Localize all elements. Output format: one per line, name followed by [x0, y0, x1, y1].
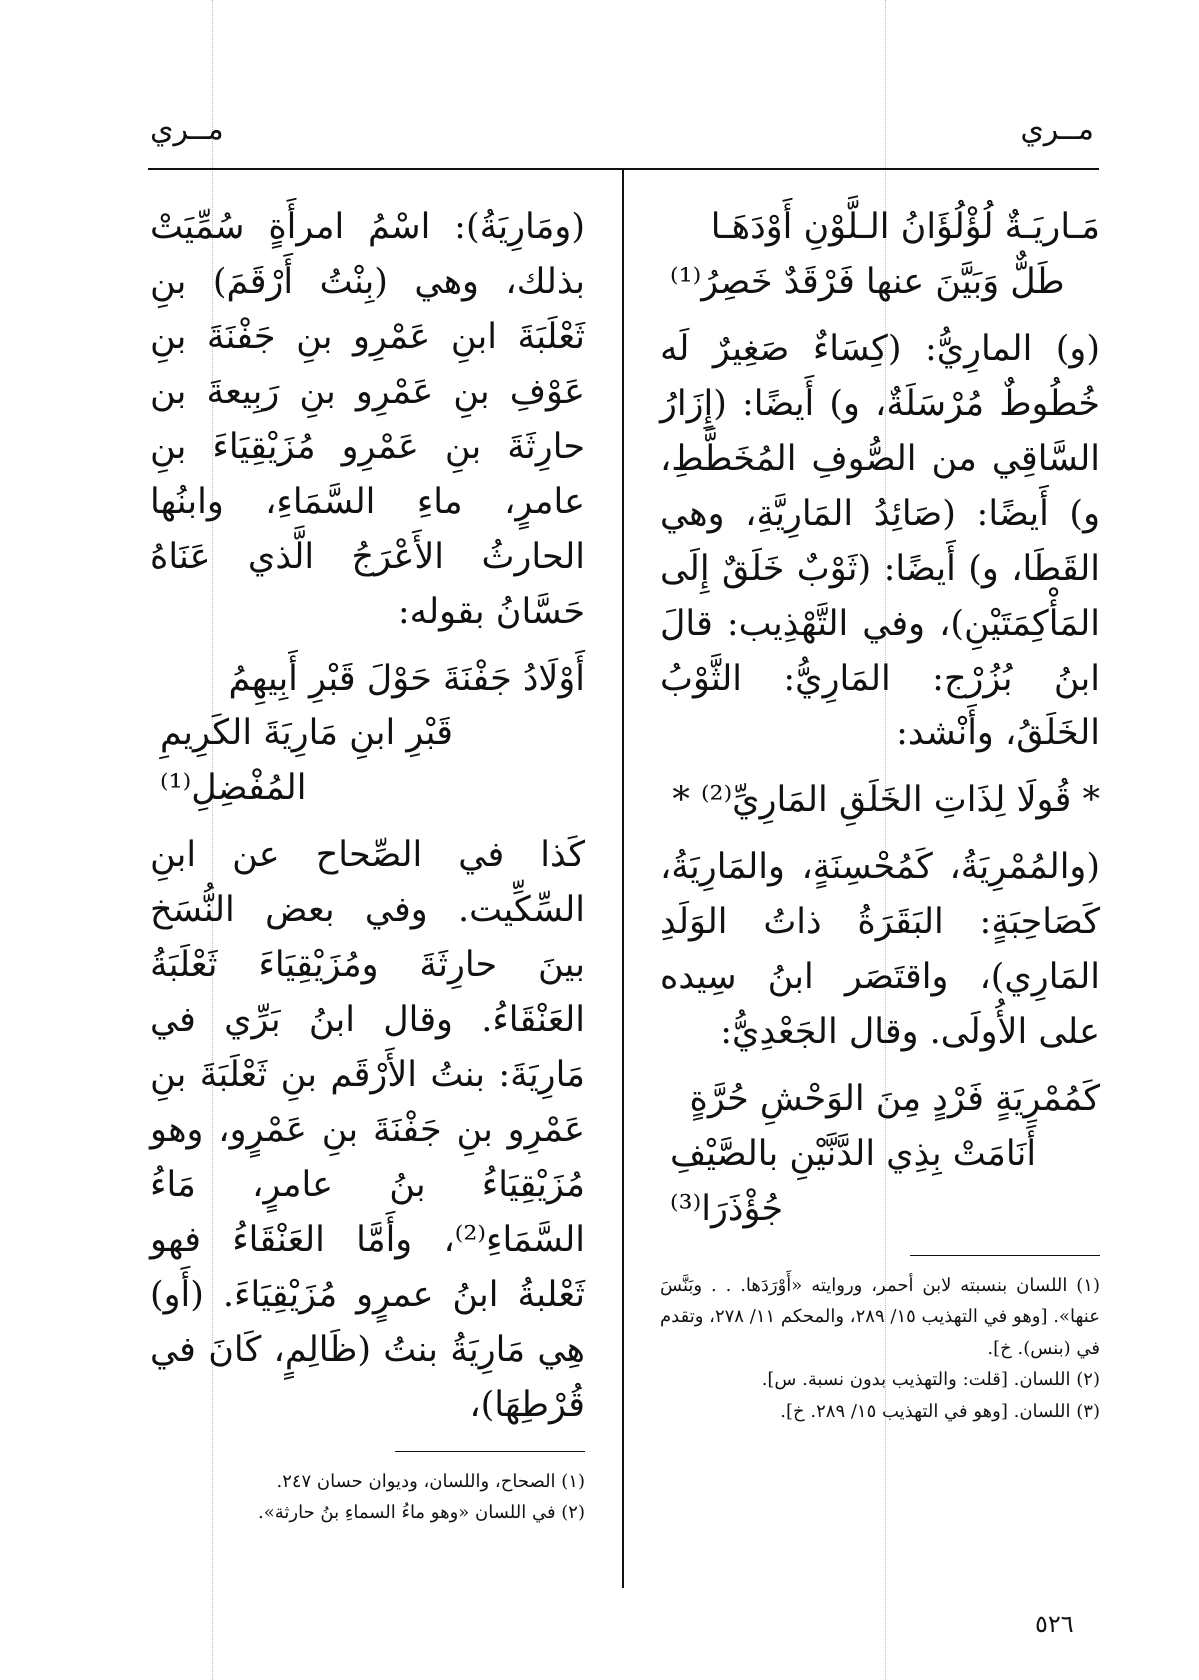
footnote-rule: [395, 1451, 585, 1452]
running-header-left: مــري: [150, 112, 224, 147]
verse-line: مَـاريَـةٌ لُؤْلُؤَانُ الـلَّوْنِ أَوْدَهَـا: [710, 207, 1100, 247]
footnote: (٢) في اللسان «وهو ماءُ السماءِ بنُ حارثة».: [258, 1502, 585, 1524]
verse-line: أَنَامَتْ بِذِي الدَّنَّيْنِ بالصَّيْفِ جُؤْذَرَا⁽³⁾: [670, 1134, 1037, 1229]
footnote: (١) الصحاح، واللسان، وديوان حسان ٢٤٧.: [276, 1470, 585, 1492]
right-column: [660, 200, 1100, 1427]
verse-line: قَبْرِ ابنِ مَارِيَةَ الكَرِيمِ المُفْضِلِ⁽¹⁾: [160, 713, 453, 809]
verse-line: * قُولَا لِذَاتِ الخَلَقِ المَارِيِّ⁽²⁾ *: [672, 780, 1100, 821]
footnote: (٣) اللسان. [وهو في التهذيب ١٥/ ٢٨٩. خ].: [780, 1400, 1100, 1422]
running-header-right: مــري: [1020, 112, 1094, 147]
verse-line: كَمُمْرِيَةٍ فَرْدٍ مِنَ الوَحْشِ حُرَّةٍ: [689, 1079, 1100, 1120]
verse-line: أَوْلَادُ جَفْنَةَ حَوْلَ قَبْرِ أَبِيهِمُ: [228, 658, 585, 699]
footnote: (١) اللسان بنسبته لابن أحمر، وروايته «أَوْرَدَها. . . وبَنَّسَ عنها». [وهو في التهذيب ١٥/ ٢٨٩، والمحكم ١١/ ٢٧٨، وتقدم في (بنس). خ].: [660, 1274, 1100, 1359]
paragraph: (والمُمْرِيَةُ، كَمُحْسِنَةٍ، والمَارِيَةُ، كَصَاحِبَةٍ: البَقَرَةُ ذاتُ الوَلَدِ المَارِي)، واقتَصَر ابنُ سِيده على الأُولَى. وقال الجَعْدِيُّ:: [660, 847, 1100, 1053]
footnote-rule: [910, 1255, 1100, 1256]
column-divider: [622, 168, 624, 1588]
footnote: (٢) اللسان. [قلت: والتهذيب بدون نسبة. س].: [761, 1369, 1100, 1391]
paragraph: (و) المارِيُّ: (كِسَاءٌ صَغِيرٌ لَه خُطُوطٌ مُرْسَلَةٌ، و) أَيضًا: (إِزَارُ السَّاقِي من الصُّوفِ المُخَطَّطِ، و) أَيضًا: (صَائِدُ المَارِيَّةِ، وهي القَطَا، و) أَيضًا: (ثَوْبٌ خَلَقٌ إِلَى المَأْكِمَتَيْنِ)، وفي التَّهْذِيب: قالَ ابنُ بُزُرْج: المَارِيُّ: الثَّوْبُ الخَلَقُ، وأَنْشد:: [660, 328, 1100, 754]
verse-line: طَلٌّ وَبَيَّنَ عنها فَرْقَدٌ خَصِرُ⁽¹⁾: [670, 261, 1065, 302]
paragraph: كَذا في الصِّحاح عن ابنِ السِّكِّيت. وفي بعض النُّسَخ بينَ حارِثَةَ ومُزَيْقِيَاءَ ثَعْلَبَةُ العَنْقَاءُ. وقال ابنُ بَرِّي في مَارِيَةَ: بنتُ الأَرْقَم بنِ ثَعْلَبَةَ بنِ عَمْرِو بنِ جَفْنَةَ بنِ عَمْرٍو، وهو مُزَيْقِيَاءُ بنُ عامرٍ، مَاءُ السَّمَاءِ⁽²⁾، وأَمَّا العَنْقَاءُ فهو ثَعْلبةُ ابنُ عمرٍو مُزَيْقِيَاءَ. (أَو) هِي مَارِيَةُ بنتُ (ظَالِمٍ، كَانَ في قُرْطِهَا)،: [150, 835, 585, 1425]
page-number: ٥٢٦: [1035, 1610, 1074, 1638]
left-column: [150, 200, 585, 1529]
paragraph: (ومَارِيَةُ): اسْمُ امرأَةٍ سُمِّيَتْ بذلك، وهي (بِنْتُ أَرْقَمَ) بنِ ثَعْلَبَةَ ابنِ عَمْرِو بنِ جَفْنَةَ بنِ عَوْفِ بنِ عَمْرِو بنِ رَبِيعةَ بن حارِثَةَ بنِ عَمْرِو مُزَيْقِيَاءَ بنِ عامرٍ، ماءِ السَّمَاءِ، وابنُها الحارثُ الأَعْرَجُ الَّذي عَنَاهُ حَسَّانُ بقوله:: [150, 207, 585, 632]
